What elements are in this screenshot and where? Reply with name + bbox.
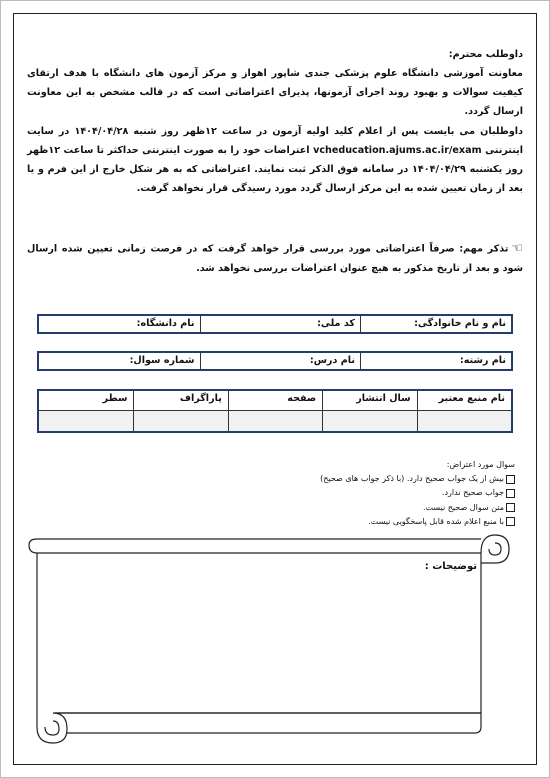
reason-option-label: با منبع اعلام شده قابل پاسخگویی نیست. bbox=[368, 516, 504, 526]
important-notice bbox=[27, 239, 523, 278]
table-cell-line[interactable] bbox=[39, 411, 133, 431]
deadline-text-end: اعتراضات خود را به صورت اینترنتی حداکثر تا ساعت ۱۲ظهر روز یکشنبه ۱۴۰۴/۰۴/۲۹ در سامانه فوق الذکر ثبت نمایند. اعتراضاتی که به هر شکل خارج از این فرم و یا بعد از زمان تعیین شده به این مرکز ارسال گردد مورد رسیدگی قرار نخواهد گرفت. bbox=[27, 145, 523, 194]
table-cell-page[interactable] bbox=[228, 411, 322, 431]
table-header-source: نام منبع معتبر bbox=[417, 391, 511, 411]
checkbox[interactable] bbox=[506, 517, 515, 526]
national-code-field[interactable]: کد ملی: bbox=[200, 316, 360, 332]
objection-reasons bbox=[320, 458, 515, 529]
reason-option[interactable] bbox=[320, 472, 515, 486]
deadline-text-start: داوطلبان می بایست پس از اعلام کلید اولیه آزمون در ساعت ۱۲ظهر روز شنبه ۱۴۰۴/۰۴/۲۸ در سایت اینترنتی bbox=[27, 126, 524, 156]
table-header-page: صفحه bbox=[228, 391, 322, 411]
checkbox[interactable] bbox=[506, 503, 515, 512]
reason-option-label: متن سوال صحیح نیست. bbox=[423, 502, 504, 512]
reason-option[interactable] bbox=[320, 515, 515, 529]
question-number-field[interactable]: شماره سوال: bbox=[129, 355, 195, 366]
course-info-row bbox=[37, 351, 513, 371]
field-name-field[interactable]: نام رشته: bbox=[360, 353, 511, 369]
full-name-field[interactable]: نام و نام خانوادگی: bbox=[360, 316, 511, 332]
reasons-title: سوال مورد اعتراض: bbox=[446, 460, 515, 469]
table-cell-year[interactable] bbox=[322, 411, 416, 431]
course-name-field[interactable]: نام درس: bbox=[200, 353, 360, 369]
table-header-year: سال انتشار bbox=[322, 391, 416, 411]
reason-option-label: جواب صحیح ندارد. bbox=[441, 488, 504, 498]
reference-table bbox=[37, 389, 513, 433]
intro-paragraph-1: معاونت آموزشی دانشگاه علوم پزشکی جندی شاپور اهواز و مرکز آزمون های دانشگاه با هدف ارتقای کیفیت سوالات و بهبود روند اجرای آزمونها، پذیرای اعتراضاتی است که در قالب مشخص به این معاونت ارسال گردد. bbox=[27, 68, 523, 117]
personal-info-row bbox=[37, 314, 513, 334]
reason-option-label: بیش از یک جواب صحیح دارد. (با ذکر جواب های صحیح) bbox=[320, 474, 504, 484]
salutation: داوطلب محترم: bbox=[448, 49, 523, 60]
reason-option[interactable] bbox=[320, 501, 515, 515]
explanation-label: توضیحات : bbox=[424, 561, 477, 572]
checkbox[interactable] bbox=[506, 475, 515, 484]
checkbox[interactable] bbox=[506, 489, 515, 498]
intro-paragraph-2 bbox=[27, 122, 523, 198]
table-header-line: سطر bbox=[39, 391, 133, 411]
reason-option[interactable] bbox=[320, 486, 515, 500]
notice-text: تذکر مهم: صرفاً اعتراضاتی مورد بررسی قرار خواهد گرفت که در فرصت زمانی تعیین شده ارسال شود و بعد از تاریخ مذکور به هیچ عنوان اعتراضات بررسی نخواهد شد. bbox=[27, 243, 523, 274]
exam-website-link[interactable]: vcheducation.ajums.ac.ir/exam bbox=[313, 145, 482, 156]
table-cell-source[interactable] bbox=[417, 411, 511, 431]
pointing-hand-icon: ☜ bbox=[511, 241, 523, 256]
explanation-box[interactable] bbox=[19, 529, 517, 751]
university-field[interactable]: نام دانشگاه: bbox=[136, 318, 195, 329]
table-cell-paragraph[interactable] bbox=[133, 411, 227, 431]
table-header-paragraph: پاراگراف bbox=[133, 391, 227, 411]
intro-section bbox=[27, 45, 523, 198]
